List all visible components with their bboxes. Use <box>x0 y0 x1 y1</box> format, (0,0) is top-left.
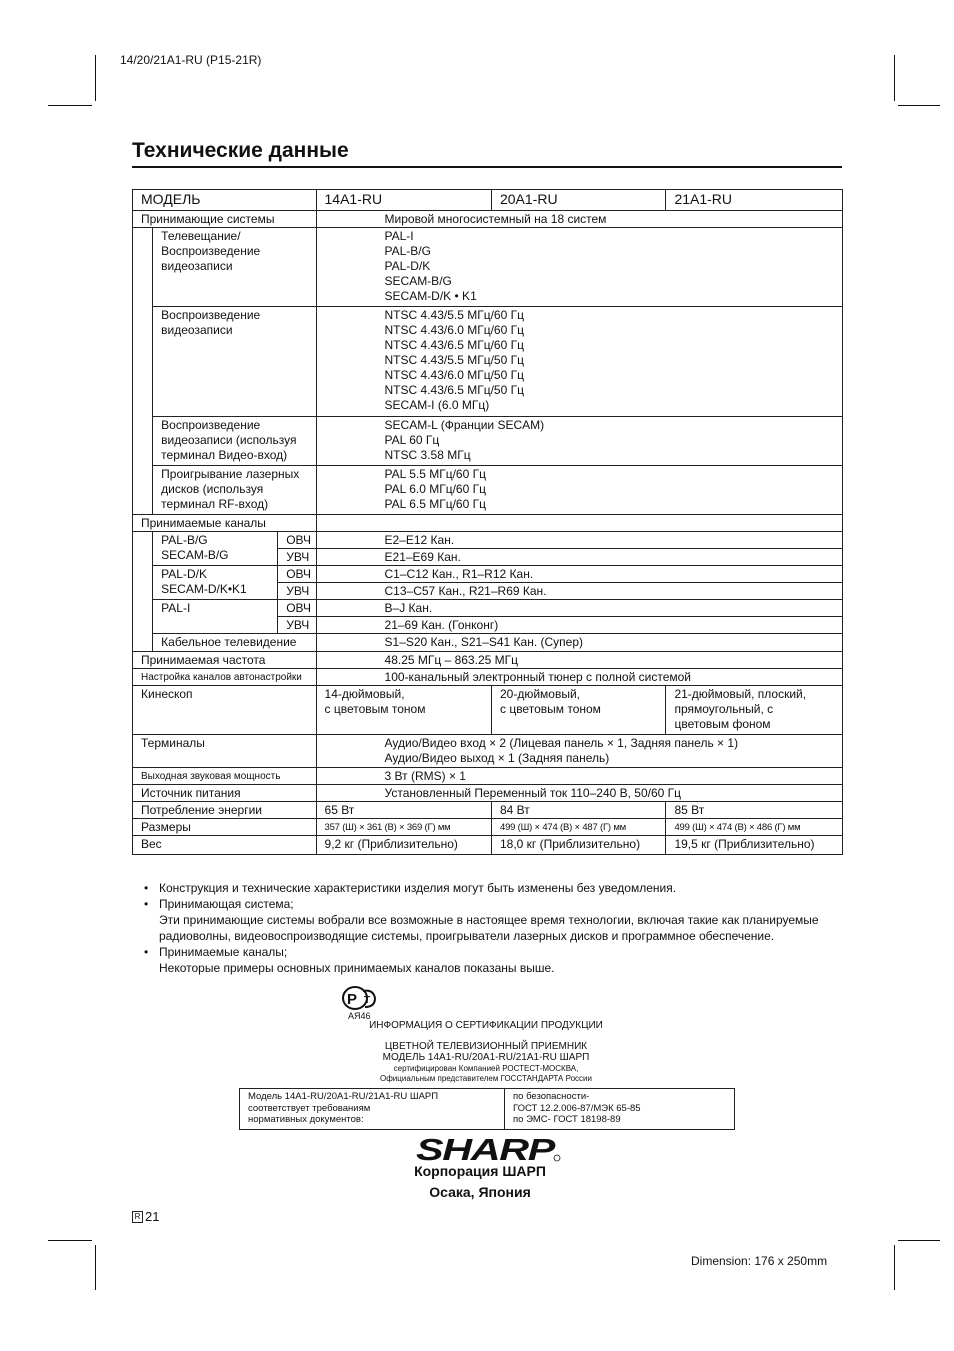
receiving-systems-value: Мировой многосистемный на 18 систем <box>316 211 842 228</box>
model-20a1: 20A1-RU <box>491 190 665 211</box>
table-row <box>133 532 843 549</box>
videoin-label: Воспроизведение видеозаписи (используя терминал Видео-вход) <box>153 417 316 466</box>
ch2-uhf-value: C13–C57 Кан., R21–R69 Кан. <box>316 583 842 600</box>
ch1-uhf-value: E21–E69 Кан. <box>316 549 842 566</box>
title-divider <box>132 166 842 168</box>
table-row <box>133 515 843 532</box>
table-row <box>133 785 843 802</box>
receiving-systems-label: Принимающие системы <box>133 211 317 228</box>
crt-21a1: 21-дюймовый, плоский, прямоугольный, с цветовым фоном <box>666 686 843 735</box>
cert-box <box>239 1088 735 1130</box>
table-row <box>133 228 843 307</box>
tv-label: Телевещание/ Воспроизведение видеозаписи <box>153 228 316 307</box>
corporation-city: Осака, Япония <box>429 1184 531 1200</box>
auto-label: Настройка каналов автонастройки <box>133 669 317 686</box>
cable-label: Кабельное телевидение <box>153 634 316 652</box>
dimensions-14a1: 357 (Ш) × 361 (В) × 369 (Г) мм <box>316 819 491 836</box>
table-row <box>133 735 843 768</box>
audio-label: Выходная звуковая мощность <box>133 768 317 785</box>
certification-code: АЯ46 <box>348 1011 371 1021</box>
weight-14a1: 9,2 кг (Приблизительно) <box>316 836 491 855</box>
crop-mark <box>894 1245 895 1290</box>
crop-mark <box>95 1245 96 1290</box>
ch1-vhf-value: E2–E12 Кан. <box>316 532 842 549</box>
ch3-system: PAL-I <box>153 600 278 634</box>
table-row <box>133 686 843 735</box>
note-text: Некоторые примеры основных принимаемых каналов показаны выше. <box>159 961 555 975</box>
cert-box-right: по безопасности- ГОСТ 12.2.006-87/МЭК 65-85 по ЭМС- ГОСТ 18198-89 <box>513 1091 641 1125</box>
ch3-uhf-value: 21–69 Кан. (Гонконг) <box>316 617 842 634</box>
table-row <box>133 600 843 617</box>
crop-mark <box>894 55 895 101</box>
ch2-band-vhf: ОВЧ <box>278 566 316 583</box>
power-source-label: Источник питания <box>133 785 317 802</box>
crop-mark <box>898 1240 940 1241</box>
laser-label: Проигрывание лазерных дисков (используя терминал RF-вход) <box>153 466 316 515</box>
table-row <box>133 652 843 669</box>
channels-label: Принимаемые каналы <box>133 515 317 532</box>
crt-label: Кинескоп <box>133 686 317 735</box>
indent-cell <box>133 532 153 652</box>
terminals-label: Терминалы <box>133 735 317 768</box>
video-label: Воспроизведение видеозаписи <box>153 307 316 417</box>
laser-value: PAL 5.5 МГц/60 Гц PAL 6.0 МГц/60 Гц PAL 6.5 МГц/60 Гц <box>316 466 842 515</box>
table-row <box>133 768 843 785</box>
dimension-note: Dimension: 176 x 250mm <box>691 1254 828 1268</box>
tv-value: PAL-I PAL-B/G PAL-D/K SECAM-B/G SECAM-D/K • K1 <box>316 228 842 307</box>
consumption-14a1: 65 Вт <box>316 802 491 819</box>
crop-mark <box>48 1240 92 1241</box>
ch2-system: PAL-D/K SECAM-D/K•K1 <box>153 566 278 600</box>
table-row <box>133 836 843 855</box>
cert-product: ЦВЕТНОЙ ТЕЛЕВИЗИОННЫЙ ПРИЕМНИК МОДЕЛЬ 14A1-RU/20A1-RU/21A1-RU ШАРП <box>382 1041 590 1063</box>
spec-table <box>132 189 843 855</box>
table-row <box>133 819 843 836</box>
ch1-band-uhf: УВЧ <box>278 549 316 566</box>
ch3-vhf-value: B–J Кан. <box>316 600 842 617</box>
freq-label: Принимаемая частота <box>133 652 317 669</box>
ch3-band-uhf: УВЧ <box>278 617 316 634</box>
ch1-system: PAL-B/G SECAM-B/G <box>153 532 278 566</box>
cert-heading: ИНФОРМАЦИЯ О СЕРТИФИКАЦИИ ПРОДУКЦИИ <box>369 1020 603 1031</box>
crop-mark <box>95 55 96 101</box>
table-row <box>133 802 843 819</box>
crop-mark <box>898 105 940 106</box>
document-code: 14/20/21A1-RU (P15-21R) <box>120 53 262 67</box>
dimensions-20a1: 499 (Ш) × 474 (В) × 487 (Г) мм <box>491 819 665 836</box>
language-mark: R <box>132 1211 143 1223</box>
table-row <box>133 307 843 417</box>
svg-text:Т: Т <box>364 995 371 1006</box>
audio-value: 3 Вт (RMS) × 1 <box>316 768 842 785</box>
model-14a1: 14A1-RU <box>316 190 491 211</box>
table-row <box>133 466 843 515</box>
certification-mark-icon <box>341 985 379 1013</box>
page-title: Технические данные <box>132 139 349 162</box>
table-row <box>133 190 843 211</box>
note-item: • Принимающая система; <box>144 896 844 912</box>
freq-value: 48.25 МГц – 863.25 МГц <box>316 652 842 669</box>
svg-text:Р: Р <box>347 991 358 1008</box>
corporation-name: Корпорация ШАРП <box>414 1163 546 1179</box>
terminals-value: Аудио/Видео вход × 2 (Лицевая панель × 1, Задняя панель × 1) Аудио/Видео выход × 1 (Задняя панель) <box>316 735 842 768</box>
sharp-logo-text: SHARP <box>416 1134 556 1164</box>
videoin-value: SECAM-L (Франции SECAM) PAL 60 Гц NTSC 3.58 МГц <box>316 417 842 466</box>
cert-authority: сертифицирован Компанией РОСТЕСТ-МОСКВА, Официальным представителем ГОССТАНДАРТА России <box>380 1064 592 1083</box>
crop-mark <box>48 105 92 106</box>
video-value: NTSC 4.43/5.5 МГц/60 Гц NTSC 4.43/6.0 МГц/60 Гц NTSC 4.43/6.5 МГц/60 Гц NTSC 4.43/5.5 МГц/50 Гц NTSC 4.43/6.0 МГц/50 Гц NTSC 4.43/6.5 МГц/50 Гц SECAM-I (6.0 МГц) <box>316 307 842 417</box>
indent-cell <box>133 228 153 515</box>
table-row <box>133 634 843 652</box>
crt-20a1: 20-дюймовый, с цветовым тоном <box>491 686 665 735</box>
sharp-logo <box>416 1134 561 1164</box>
table-row <box>133 211 843 228</box>
weight-label: Вес <box>133 836 317 855</box>
notes <box>144 880 844 976</box>
dimensions-label: Размеры <box>133 819 317 836</box>
consumption-21a1: 85 Вт <box>666 802 843 819</box>
ch3-band-vhf: ОВЧ <box>278 600 316 617</box>
weight-20a1: 18,0 кг (Приблизительно) <box>491 836 665 855</box>
channels-empty <box>316 515 842 532</box>
note-item: • Конструкция и технические характеристики изделия могут быть изменены без уведомления. <box>144 880 844 896</box>
note-item: • Принимаемые каналы; <box>144 944 844 960</box>
crt-14a1: 14-дюймовый, с цветовым тоном <box>316 686 491 735</box>
weight-21a1: 19,5 кг (Приблизительно) <box>666 836 843 855</box>
consumption-label: Потребление энергии <box>133 802 317 819</box>
cert-box-left: Модель 14A1-RU/20A1-RU/21A1-RU ШАРП соответствует требованиям нормативных документов: <box>240 1089 505 1129</box>
table-row <box>133 566 843 583</box>
auto-value: 100-канальный электронный тюнер с полной системой <box>316 669 842 686</box>
consumption-20a1: 84 Вт <box>491 802 665 819</box>
page-number: 21 <box>145 1209 160 1224</box>
power-source-value: Установленный Переменный ток 110–240 В, 50/60 Гц <box>316 785 842 802</box>
ch2-vhf-value: C1–C12 Кан., R1–R12 Кан. <box>316 566 842 583</box>
table-row <box>133 417 843 466</box>
dimensions-21a1: 499 (Ш) × 474 (В) × 486 (Г) мм <box>666 819 843 836</box>
note-text: Эти принимающие системы вобрали все возможные в настоящее время технологии, включая такие как планируемые радиоволны, видеовоспроизводящие системы, проигрыватели лазерных дисков и программное обеспечение. <box>159 913 819 943</box>
model-label: МОДЕЛЬ <box>133 190 317 211</box>
ch1-band-vhf: ОВЧ <box>278 532 316 549</box>
table-row <box>133 669 843 686</box>
model-21a1: 21A1-RU <box>666 190 843 211</box>
ch2-band-uhf: УВЧ <box>278 583 316 600</box>
cable-value: S1–S20 Кан., S21–S41 Кан. (Супер) <box>316 634 842 652</box>
